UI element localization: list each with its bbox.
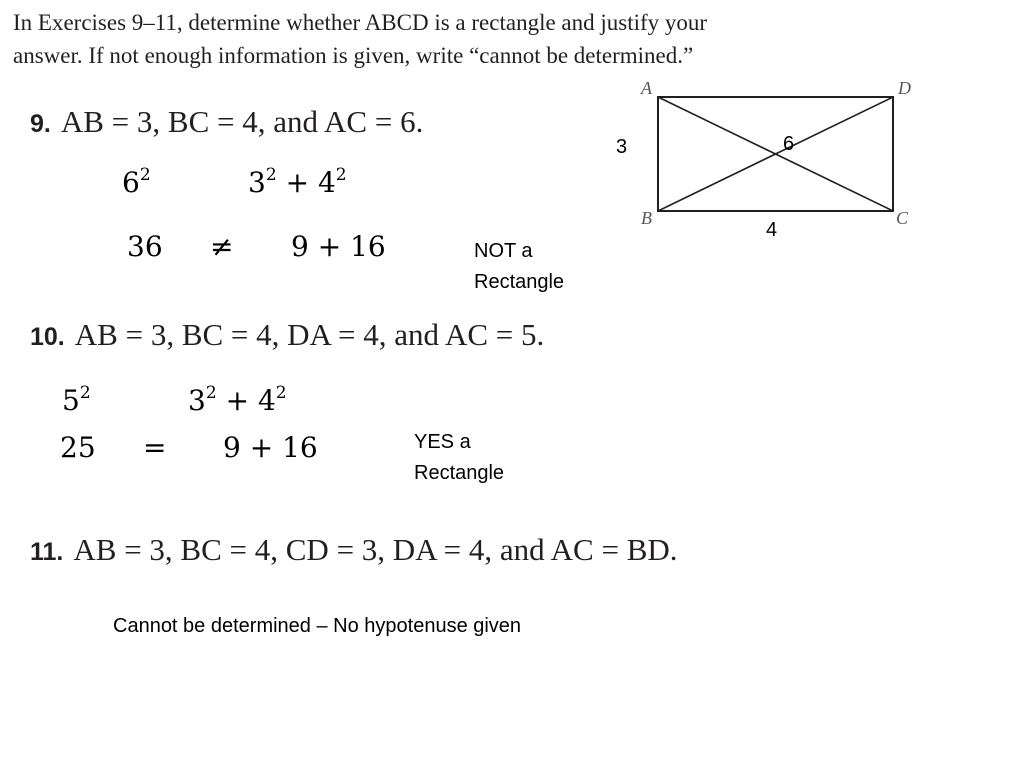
exercise-10-answer-line-2: Rectangle bbox=[414, 462, 505, 484]
ex9-lhs-base: 6 bbox=[122, 166, 140, 199]
ex10-rhs-b: 4 bbox=[257, 384, 276, 417]
exercise-9-statement bbox=[30, 104, 423, 140]
exercise-9-answer-line-1: NOT a bbox=[474, 240, 533, 262]
exercise-10-statement bbox=[30, 317, 544, 353]
vertex-label-a: A bbox=[641, 78, 652, 98]
instructions bbox=[13, 6, 707, 72]
diagonal-ac-length: 6 bbox=[783, 133, 795, 155]
ex9-rhs-a-exp: 2 bbox=[265, 165, 277, 185]
ex9-plus: + bbox=[285, 166, 310, 199]
exercise-10-answer bbox=[414, 427, 504, 489]
exercise-9-text: AB = 3, BC = 4, and AC = 6. bbox=[60, 104, 424, 139]
side-ab-length: 3 bbox=[616, 136, 628, 158]
exercise-11-number: 11. bbox=[30, 538, 64, 566]
ex10-rhs-a-exp: 2 bbox=[205, 383, 217, 403]
ex10-plus: + bbox=[225, 384, 250, 417]
exercise-10-lhs-value: 25 bbox=[60, 431, 96, 464]
exercise-10-hypotenuse-squared bbox=[62, 384, 91, 417]
exercise-9-hypotenuse-squared bbox=[122, 166, 151, 199]
ex9-rhs-b: 4 bbox=[317, 166, 336, 199]
ex10-lhs-exp: 2 bbox=[79, 383, 91, 403]
vertex-label-b: B bbox=[641, 208, 652, 228]
exercise-10-number: 10. bbox=[30, 323, 65, 351]
ex10-rhs-a: 3 bbox=[188, 384, 206, 417]
ex9-rhs-b-exp: 2 bbox=[335, 165, 347, 185]
exercise-10-relation: = bbox=[143, 431, 167, 464]
exercise-9-rhs-value: 9 + 16 bbox=[291, 230, 386, 263]
instructions-line-2: answer. If not enough information is given, write “cannot be determined.” bbox=[13, 43, 694, 68]
vertex-label-c: C bbox=[896, 208, 909, 228]
exercise-9-answer bbox=[474, 236, 564, 298]
exercise-10-text: AB = 3, BC = 4, DA = 4, and AC = 5. bbox=[74, 317, 545, 352]
side-bc-length: 4 bbox=[766, 219, 778, 241]
ex10-lhs-base: 5 bbox=[62, 384, 80, 417]
vertex-label-d: D bbox=[898, 78, 911, 98]
exercise-11-statement bbox=[30, 532, 678, 568]
ex10-rhs-b-exp: 2 bbox=[275, 383, 287, 403]
exercise-9-number: 9. bbox=[30, 110, 51, 138]
exercise-11-answer: Cannot be determined – No hypotenuse given bbox=[113, 615, 522, 637]
exercise-9-lhs-value: 36 bbox=[127, 230, 163, 263]
exercise-9-relation: ≠ bbox=[210, 230, 234, 263]
exercise-9-legs-squared bbox=[248, 166, 347, 199]
instructions-line-1: In Exercises 9–11, determine whether ABCD is a rectangle and justify your bbox=[13, 10, 708, 35]
exercise-11-text: AB = 3, BC = 4, CD = 3, DA = 4, and AC = BD. bbox=[73, 532, 678, 567]
exercise-10-rhs-value: 9 + 16 bbox=[223, 431, 318, 464]
ex9-lhs-exp: 2 bbox=[139, 165, 151, 185]
exercise-9-answer-line-2: Rectangle bbox=[474, 271, 565, 293]
exercise-10-answer-line-1: YES a bbox=[414, 431, 471, 453]
exercise-10-legs-squared bbox=[188, 384, 287, 417]
ex9-rhs-a: 3 bbox=[248, 166, 266, 199]
